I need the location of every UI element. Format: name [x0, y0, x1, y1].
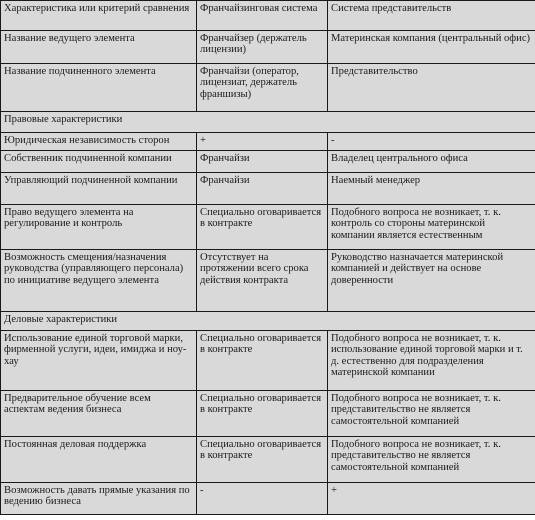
section-title: Деловые характеристики — [1, 312, 535, 331]
criterion-cell: Предварительное обучение всем аспектам ведения бизнеса — [1, 391, 197, 437]
representation-cell: Подобного вопроса не возникает, т. к. представительство не является самостоятельной компанией — [328, 391, 535, 437]
table-row — [1, 205, 535, 250]
representation-cell: + — [328, 483, 535, 515]
table-row — [1, 31, 535, 64]
column-header-franchise: Франчайзинговая система — [197, 1, 328, 31]
table-row — [1, 173, 535, 205]
representation-cell: Руководство назначается материнской компанией и действует на основе доверенности — [328, 250, 535, 312]
section-row — [1, 312, 535, 331]
representation-cell: Представительство — [328, 64, 535, 112]
table-row — [1, 437, 535, 483]
representation-cell: Наемный менеджер — [328, 173, 535, 205]
table-row — [1, 133, 535, 151]
representation-cell: - — [328, 133, 535, 151]
header-row — [1, 1, 535, 31]
representation-cell: Материнская компания (центральный офис) — [328, 31, 535, 64]
franchise-cell: + — [197, 133, 328, 151]
criterion-cell: Название ведущего элемента — [1, 31, 197, 64]
franchise-cell: Франчайзер (держатель лицензии) — [197, 31, 328, 64]
table-row — [1, 483, 535, 515]
franchise-cell: Франчайзи — [197, 151, 328, 173]
franchise-cell: Отсутствует на протяжении всего срока действия контракта — [197, 250, 328, 312]
column-header-criterion: Характеристика или критерий сравнения — [1, 1, 197, 31]
representation-cell: Подобного вопроса не возникает, т. к. представительство не является самостоятельной компанией — [328, 437, 535, 483]
criterion-cell: Постоянная деловая поддержка — [1, 437, 197, 483]
criterion-cell: Юридическая независимость сторон — [1, 133, 197, 151]
table-row — [1, 250, 535, 312]
section-title: Правовые характеристики — [1, 112, 535, 133]
section-row — [1, 112, 535, 133]
table-row — [1, 331, 535, 391]
criterion-cell: Название подчиненного элемента — [1, 64, 197, 112]
table-body — [1, 1, 535, 515]
criterion-cell: Возможность смещения/назначения руководства (управляющего персонала) по инициативе ведущего элемента — [1, 250, 197, 312]
representation-cell: Владелец центрального офиса — [328, 151, 535, 173]
criterion-cell: Право ведущего элемента на регулирование и контроль — [1, 205, 197, 250]
criterion-cell: Управляющий подчиненной компании — [1, 173, 197, 205]
column-header-representation: Система представительств — [328, 1, 535, 31]
franchise-cell: - — [197, 483, 328, 515]
table-row — [1, 64, 535, 112]
table-row — [1, 391, 535, 437]
franchise-cell: Специально оговаривается в контракте — [197, 205, 328, 250]
franchise-cell: Франчайзи — [197, 173, 328, 205]
representation-cell: Подобного вопроса не возникает, т. к. контроль со стороны материнской компании является естественным — [328, 205, 535, 250]
criterion-cell: Использование единой торговой марки, фирменной услуги, идеи, имиджа и ноу-хау — [1, 331, 197, 391]
representation-cell: Подобного вопроса не возникает, т. к. использование единой торговой марки и т. д. естественно для подразделения материнской компании — [328, 331, 535, 391]
table-row — [1, 151, 535, 173]
franchise-cell: Специально оговаривается в контракте — [197, 331, 328, 391]
criterion-cell: Возможность давать прямые указания по ведению бизнеса — [1, 483, 197, 515]
franchise-cell: Специально оговаривается в контракте — [197, 391, 328, 437]
franchise-cell: Специально оговаривается в контракте — [197, 437, 328, 483]
criterion-cell: Собственник подчиненной компании — [1, 151, 197, 173]
franchise-cell: Франчайзи (оператор, лицензиат, держатель франшизы) — [197, 64, 328, 112]
